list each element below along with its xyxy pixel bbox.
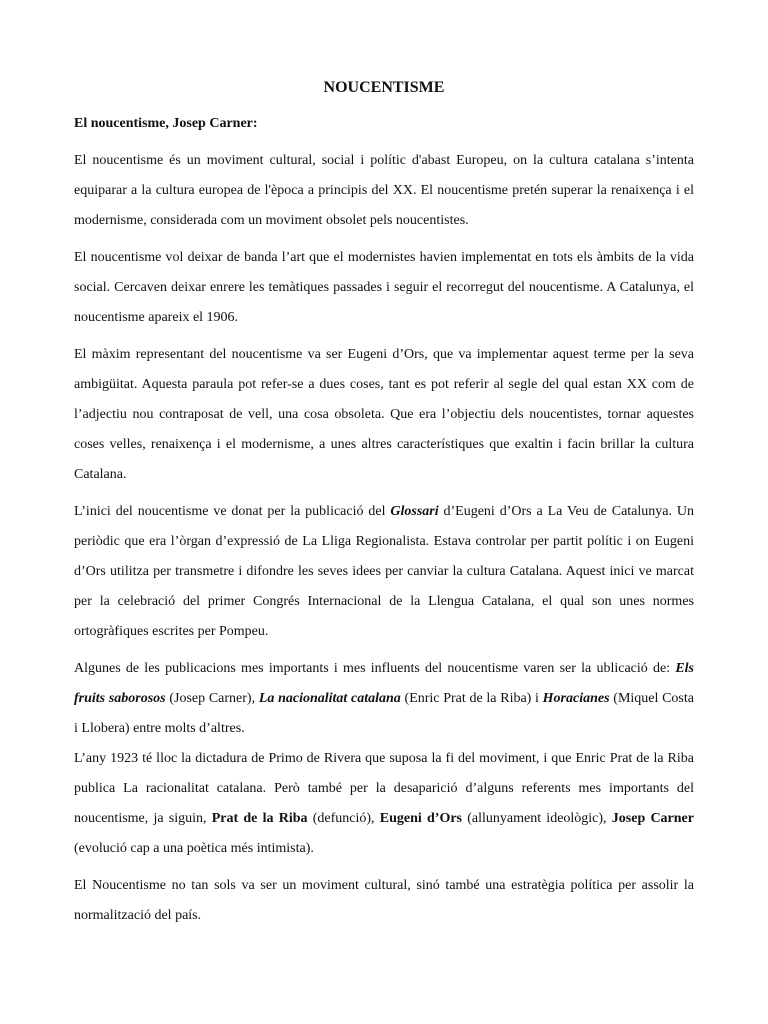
paragraph-6 [74,744,694,864]
paragraph-6-intro: L’any 1923 té lloc la dictadura de Primo de Rivera que suposa la fi del moviment, i que Enric Prat de la Riba publica La racionalitat catalana. Però també per la desaparició d’alguns referents mes importants del noucentisme, ja siguin, [74,751,694,826]
document-title: NOUCENTISME [323,79,445,96]
work-author-1: (Josep Carner), [165,691,259,706]
work-author-2: (Enric Prat de la Riba) i [400,691,543,706]
paragraph-1: El noucentisme és un moviment cultural, social i polític d'abast Europeu, on la cultura catalana s’intenta equiparar a la cultura europea de l'època a principis del XX. El noucentisme pretén superar la renaixença i el modernisme, considerada com un moviment obsolet pels noucentistes. [74,153,694,228]
paragraph-4-text-before: L’inici del noucentisme ve donat per la publicació del [74,504,391,519]
paragraph-5-intro: Algunes de les publicacions mes importants i mes influents del noucentisme varen ser la ublicació de: [74,661,676,676]
referent-note-3: (evolució cap a una poètica més intimista). [74,841,314,856]
paragraph-7: El Noucentisme no tan sols va ser un moviment cultural, sinó també una estratègia política per assolir la normalització del país. [74,878,694,923]
paragraph-5 [74,654,694,744]
document-subtitle: El noucentisme, Josep Carner: [74,116,258,131]
referent-note-1: (defunció), [307,811,380,826]
paragraph-4 [74,497,694,647]
work-author-3: (Miquel Costa i Llobera) entre molts d’altres. [74,691,694,736]
work-title-la-nacionalitat-catalana: La nacionalitat catalana [258,691,401,706]
work-title-glossari: Glossari [390,504,439,519]
referent-eugeni-dors: Eugeni d’Ors [379,811,462,826]
paragraph-4-text-after: d’Eugeni d’Ors a La Veu de Catalunya. Un periòdic que era l’òrgan d’expressió de La Lliga Regionalista. Estava controlar per partit polític i on Eugeni d’Ors utilitza per transmetre i difondre les seves idees per canviar la cultura Catalana. Aquest inici ve marcat per la celebració del primer Congrés Internacional de la Llengua Catalana, el qual son unes normes ortogràfiques escrites per Pompeu. [74,504,694,639]
work-title-horacianes: Horacianes [542,691,610,706]
paragraph-3: El màxim representant del noucentisme va ser Eugeni d’Ors, que va implementar aquest terme per la seva ambigüitat. Aquesta paraula pot refer-se a dues coses, tant es pot referir al segle del qual estan XX com de l’adjectiu nou contraposat de vell, una cosa obsoleta. Que era l’objectiu dels noucentistes, tornar aquestes coses velles, renaixença i el modernisme, a unes altres característiques que exaltin i facin brillar la cultura Catalana. [74,347,694,482]
referent-note-2: (allunyament ideològic), [462,811,612,826]
document-page [74,76,694,938]
referent-josep-carner: Josep Carner [611,811,694,826]
paragraph-2: El noucentisme vol deixar de banda l’art que el modernistes havien implementat en tots els àmbits de la vida social. Cercaven deixar enrere les temàtiques passades i seguir el recorregut del noucentisme. A Catalunya, el noucentisme apareix el 1906. [74,250,694,325]
referent-prat-de-la-riba: Prat de la Riba [211,811,308,826]
work-title-els-fruits-saborosos: Els fruits saborosos [74,661,694,706]
